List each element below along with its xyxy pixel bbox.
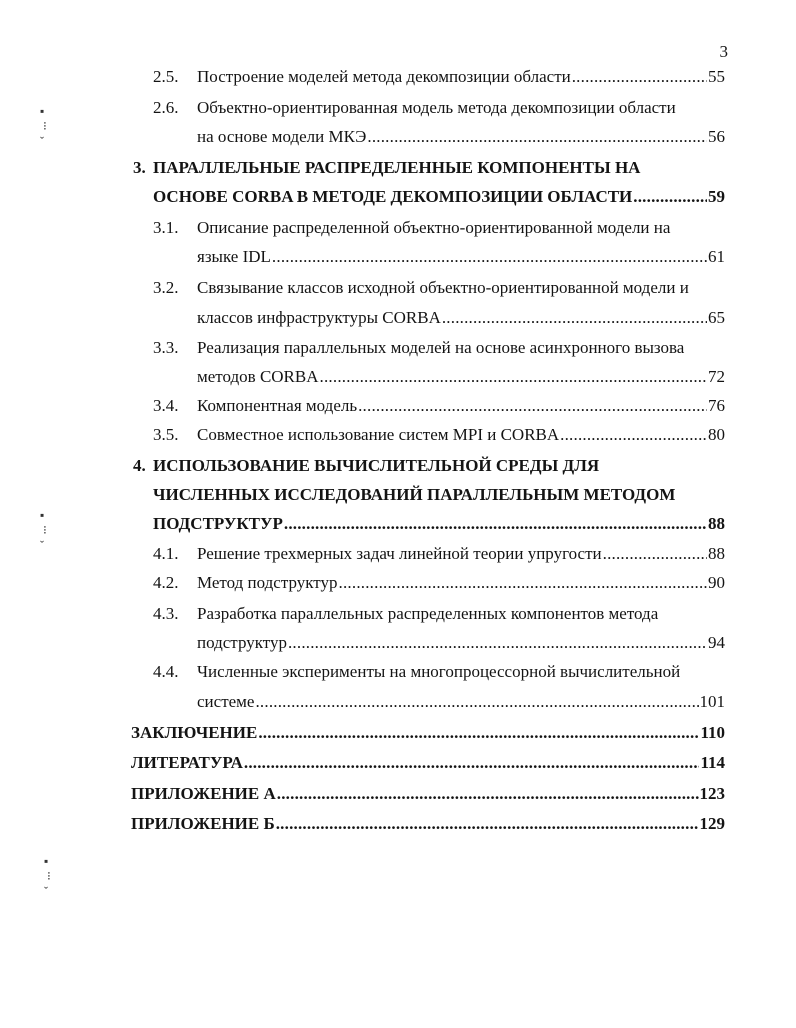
toc-number-4-1: 4.1.: [153, 544, 179, 563]
toc-page: 123: [699, 784, 725, 803]
leader-dots: [358, 396, 707, 416]
toc-number-2-5: 2.5.: [153, 67, 179, 86]
leader-dots: [633, 187, 707, 207]
binding-mark-middle: ▪ ⁝ ˇ: [40, 508, 47, 552]
toc-number-3-2: 3.2.: [153, 278, 179, 297]
leader-dots: [277, 784, 699, 804]
toc-title-4-4-line1[interactable]: Численные эксперименты на многопроцессорной вычислительной: [197, 662, 681, 681]
toc-title-4-line2[interactable]: ЧИСЛЕННЫХ ИССЛЕДОВАНИЙ ПАРАЛЛЕЛЬНЫМ МЕТОДОМ: [153, 485, 676, 504]
leader-dots: [244, 753, 700, 773]
toc-page: 90: [708, 573, 725, 592]
toc-title: Совместное использование систем MPI и CORBA: [197, 425, 560, 444]
leader-dots: [255, 692, 698, 712]
toc-number-3-4: 3.4.: [153, 396, 179, 415]
toc-page: 56: [708, 127, 725, 146]
toc-title: классов инфраструктуры CORBA: [197, 308, 441, 327]
leader-dots: [339, 573, 707, 593]
toc-entry-4-2[interactable]: [197, 573, 725, 597]
toc-title-3-2-line1[interactable]: Связывание классов исходной объектно-ориентированной модели и: [197, 278, 689, 297]
toc-entry-3-1[interactable]: [197, 247, 725, 271]
toc-title-2-6-line1[interactable]: Объектно-ориентированная модель метода декомпозиции области: [197, 98, 676, 117]
toc-title: Компонентная модель: [197, 396, 358, 415]
leader-dots: [288, 633, 707, 653]
toc-number-4-3: 4.3.: [153, 604, 179, 623]
toc-title: ЛИТЕРАТУРА: [131, 753, 243, 772]
toc-entry-2-5[interactable]: [197, 67, 725, 91]
leader-dots: [367, 127, 707, 147]
toc-title: методов CORBA: [197, 367, 319, 386]
toc-entry-conclusion[interactable]: [131, 723, 725, 747]
leader-dots: [320, 367, 707, 387]
leader-dots: [284, 514, 707, 534]
toc-title: Построение моделей метода декомпозиции области: [197, 67, 571, 86]
toc-number-2-6: 2.6.: [153, 98, 179, 117]
toc-page: 88: [708, 514, 725, 533]
toc-number-4-2: 4.2.: [153, 573, 179, 592]
leader-dots: [442, 308, 707, 328]
toc-title-3-3-line1[interactable]: Реализация параллельных моделей на основе асинхронного вызова: [197, 338, 685, 357]
toc-title-4-3-line1[interactable]: Разработка параллельных распределенных компонентов метода: [197, 604, 659, 623]
toc-page: 55: [708, 67, 725, 86]
toc-title-4-line1[interactable]: ИСПОЛЬЗОВАНИЕ ВЫЧИСЛИТЕЛЬНОЙ СРЕДЫ ДЛЯ: [153, 456, 600, 475]
toc-page: 72: [708, 367, 725, 386]
toc-page: 94: [708, 633, 725, 652]
toc-page: 129: [699, 814, 725, 833]
toc-page: 110: [700, 723, 725, 742]
toc-number-3-5: 3.5.: [153, 425, 179, 444]
toc-title: ПОДСТРУКТУР: [153, 514, 283, 533]
toc-page: 65: [708, 308, 725, 327]
leader-dots: [603, 544, 707, 564]
leader-dots: [276, 814, 699, 834]
toc-title: ЗАКЛЮЧЕНИЕ: [131, 723, 258, 742]
toc-page: 76: [708, 396, 725, 415]
toc-entry-3-5[interactable]: [197, 425, 725, 449]
toc-title: системе: [197, 692, 255, 711]
toc-number-3-1: 3.1.: [153, 218, 179, 237]
toc-number-4-4: 4.4.: [153, 662, 179, 681]
toc-title: на основе модели МКЭ: [197, 127, 367, 146]
toc-title: ПРИЛОЖЕНИЕ А: [131, 784, 276, 803]
toc-entry-3-3[interactable]: [197, 367, 725, 391]
toc-entry-literature[interactable]: [131, 753, 725, 777]
toc-entry-appendix-b[interactable]: [131, 814, 725, 838]
toc-entry-4-3[interactable]: [197, 633, 725, 657]
toc-title-3-1-line1[interactable]: Описание распределенной объектно-ориентированной модели на: [197, 218, 671, 237]
toc-entry-3[interactable]: [153, 187, 725, 211]
toc-title: ПРИЛОЖЕНИЕ Б: [131, 814, 275, 833]
toc-page: 88: [708, 544, 725, 563]
toc-entry-4[interactable]: [153, 514, 725, 538]
toc-entry-3-2[interactable]: [197, 308, 725, 332]
toc-title: Метод подструктур: [197, 573, 338, 592]
leader-dots: [272, 247, 707, 267]
leader-dots: [560, 425, 707, 445]
toc-title: ОСНОВЕ CORBA В МЕТОДЕ ДЕКОМПОЗИЦИИ ОБЛАСТИ: [153, 187, 633, 206]
toc-number-4: 4.: [133, 456, 146, 475]
page-number: 3: [719, 42, 728, 61]
toc-page: 61: [708, 247, 725, 266]
toc-entry-4-1[interactable]: [197, 544, 725, 568]
toc-page: 80: [708, 425, 725, 444]
toc-page: 114: [700, 753, 725, 772]
toc-entry-appendix-a[interactable]: [131, 784, 725, 808]
toc-entry-3-4[interactable]: [197, 396, 725, 420]
toc-page: 101: [699, 692, 725, 711]
leader-dots: [572, 67, 707, 87]
toc-title: Решение трехмерных задач линейной теории упругости: [197, 544, 602, 563]
toc-title: языке IDL: [197, 247, 271, 266]
binding-mark-bottom: ▪ ⁝ ˇ: [44, 854, 51, 898]
toc-title: подструктур: [197, 633, 287, 652]
leader-dots: [258, 723, 699, 743]
binding-mark-top: ▪ ⁝ ˇ: [40, 104, 47, 148]
toc-number-3-3: 3.3.: [153, 338, 179, 357]
toc-entry-2-6[interactable]: [197, 127, 725, 151]
toc-page: 59: [708, 187, 725, 206]
toc-entry-4-4[interactable]: [197, 692, 725, 716]
toc-number-3: 3.: [133, 158, 146, 177]
toc-title-3-line1[interactable]: ПАРАЛЛЕЛЬНЫЕ РАСПРЕДЕЛЕННЫЕ КОМПОНЕНТЫ НА: [153, 158, 641, 177]
